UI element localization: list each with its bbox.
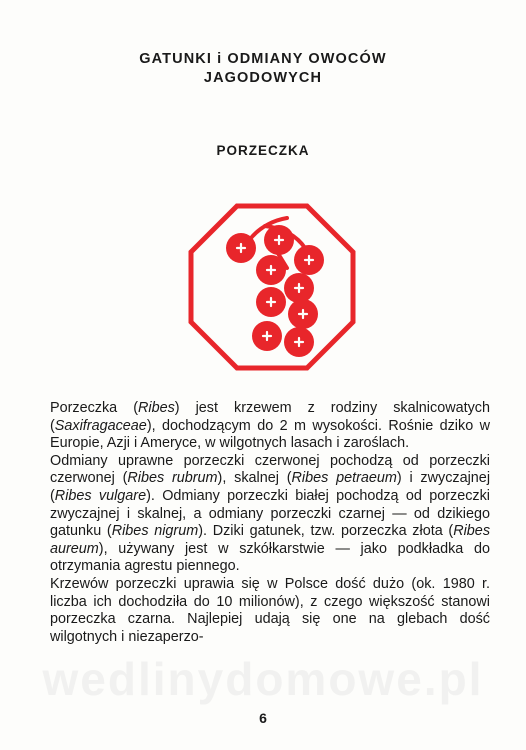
watermark: wedlinydomowe.pl: [42, 653, 484, 705]
body-text: [50, 400, 490, 646]
page-number: 6: [259, 710, 267, 726]
paragraph: Krzewów porzeczki uprawia się w Polsce dość dużo (ok. 1980 r. liczba ich dochodziła do 10 milionów), z czego większość stanowi porzeczka czarna. Najlepiej udają się one na glebach dość wilgotnych i niezaperzo-: [50, 575, 490, 645]
latin-name: Saxifragaceae: [54, 417, 147, 434]
paragraph: Odmiany uprawne porzeczki czerwonej pochodzą od porzeczki czerwonej (Ribes rubrum), skalnej (Ribes petraeum) i zwyczajnej (Ribes vulgare). Odmiany porzeczki białej pochodzą od porzeczki zwyczajnej i skalnej, a odmiany porzeczki czarnej — od dzikiego gatunku (Ribes nigrum). Dziki gatunek, tzw. porzeczka złota (Ribes aureum), używany jest w szkółkarstwie — jako podkładka do otrzymania agrestu piennego.: [50, 452, 491, 575]
page-title-line-2: JAGODOWYCH: [203, 70, 323, 86]
latin-name: Ribes: [138, 400, 175, 416]
latin-name: Ribes nigrum: [111, 523, 199, 540]
page-title: [0, 50, 526, 88]
paragraph: Porzeczka (Ribes) jest krzewem z rodziny skalnicowatych (Saxifragaceae), dochodzącym do 2 m wysokości. Rośnie dziko w Europie, Azji i Ameryce, w wilgotnych lasach i zaroślach.: [50, 400, 490, 452]
section-title: PORZECZKA: [216, 143, 310, 158]
latin-name: Ribes aureum: [50, 523, 491, 557]
currant-cluster-icon: [187, 202, 357, 372]
page-title-line-1: GATUNKI i ODMIANY OWOCÓW: [139, 51, 387, 67]
latin-name: Ribes vulgare: [54, 487, 147, 504]
latin-name: Ribes rubrum: [127, 470, 218, 487]
latin-name: Ribes petraeum: [291, 470, 397, 487]
